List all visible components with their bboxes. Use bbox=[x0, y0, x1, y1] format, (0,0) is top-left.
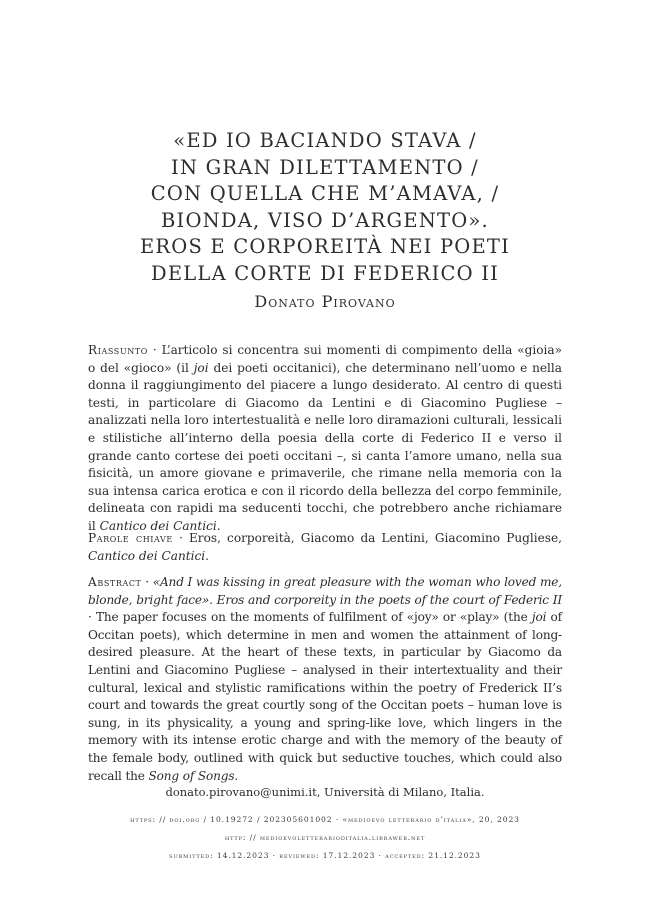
riassunto-joi: joi bbox=[193, 360, 209, 375]
separator: · bbox=[172, 531, 189, 545]
title-line: IN GRAN DILETTAMENTO / bbox=[171, 155, 479, 179]
abstract-joi: joi bbox=[531, 610, 547, 625]
keywords-text: Eros, corporeità, Giacomo da Lentini, Giacomino Pugliese, bbox=[188, 531, 562, 545]
keywords-paragraph bbox=[88, 530, 562, 565]
abstract-text: The paper focuses on the moments of fulfilment of «joy» or «play» (the bbox=[95, 610, 532, 625]
period: . bbox=[216, 518, 221, 533]
abstract-english-title: «And I was kissing in great pleasure with the woman who loved me, blonde, bright face». Eros and corporeity in the poets of the court of Federic II bbox=[88, 575, 562, 607]
riassunto-text: L’articolo si concentra sui momenti di compimento della «gioia» o del «gioco» (il bbox=[88, 343, 562, 375]
author-contact: donato.pirovano@unimi.it, Università di Milano, Italia. bbox=[165, 785, 485, 799]
title-line: EROS E CORPOREITÀ NEI POETI bbox=[139, 235, 511, 258]
separator: · bbox=[147, 343, 162, 357]
abstract-paragraph bbox=[88, 574, 562, 785]
riassunto-text: dei poeti occitanici), che determinano nell’uomo e nella donna il raggiungimento del piacere a lungo desiderato. Al centro di questi testi, in particolare di Giacomo da Lentini e di Giacomino Pugliese – analizzati nella loro intertestualità e nelle loro diramazioni culturali, lessicali e stilistiche all’interno della poesia della corte di Federico II e verso il grande canto cortese dei poeti occitani –, si canta l’amore umano, nella sua fisicità, un amore giovane e primaverile, che rimane nella memoria con la sua intensa carica erotica e con il ricordo della bellezza del corpo femminile, delineata con rapidi ma seducenti tocchi, che potrebbero anche richiamare il bbox=[88, 360, 562, 533]
riassunto-paragraph bbox=[88, 342, 562, 536]
period: . bbox=[234, 768, 239, 783]
abstract-song: Song of Songs bbox=[148, 768, 235, 783]
riassunto-label: Riassunto bbox=[88, 343, 148, 357]
abstract-text: of Occitan poets), which determine in men and women the attainment of long-desired pleasure. At the heart of these texts, in particular by Giacomo da Lentini and Giacomino Pugliese – analysed in their intertextuality and their cultural, lexical and stylistic ramifications within the poetry of Frederick II’s court and towards the great courtly song of the Occitan poets – human love is sung, in its physicality, a young and spring-like love, which lingers in the memory with its intense erotic charge and with the memory of the beauty of the female body, outlined with quick but seductive touches, which could also recall the bbox=[88, 610, 562, 783]
riassunto-cantico: Cantico dei Cantici bbox=[99, 518, 217, 533]
submission-dates-line: submitted: 14.12.2023 · reviewed: 17.12.2023 · accepted: 21.12.2023 bbox=[169, 851, 481, 860]
title-line: DELLA CORTE DI FEDERICO II bbox=[151, 261, 499, 285]
abstract-label: Abstract bbox=[88, 575, 142, 589]
doi-line[interactable]: https: // doi.org / 10.19272 / 202305601002 · «medioevo letterario d’italia», 20, 2023 bbox=[130, 815, 520, 824]
keywords-label: Parole chiave bbox=[88, 531, 173, 545]
title-line: «ED IO BACIANDO STAVA / bbox=[173, 129, 477, 152]
title-line: CON QUELLA CHE M’AMAVA, / bbox=[150, 182, 500, 205]
title-line: BIONDA, VISO D’ARGENTO». bbox=[161, 208, 489, 232]
period: . bbox=[205, 548, 209, 563]
author-name: Donato Pirovano bbox=[254, 292, 396, 311]
separator: · bbox=[141, 575, 153, 589]
keywords-cantico: Cantico dei Cantici bbox=[88, 548, 206, 563]
journal-site-line[interactable]: http: // medioevoletterarioditalia.libraweb.net bbox=[224, 833, 426, 842]
separator: · bbox=[88, 610, 96, 625]
article-title bbox=[60, 128, 590, 287]
